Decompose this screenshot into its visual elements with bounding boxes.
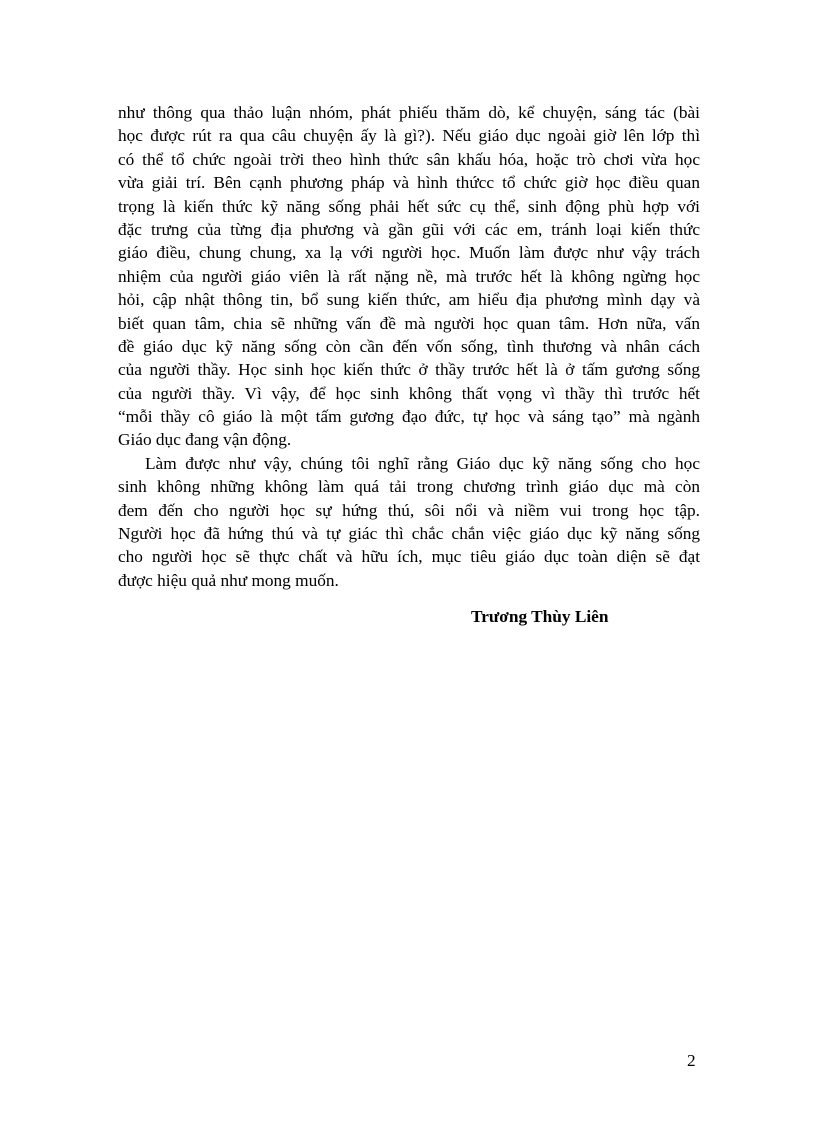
body-text [118, 101, 700, 592]
text-line: của người thầy. Vì vậy, để học sinh không thất vọng vì thầy thì trước hết [118, 383, 700, 403]
text-line: có thể tổ chức ngoài trời theo hình thức sân khấu hóa, hoặc trò chơi vừa học [118, 149, 700, 169]
paragraph [118, 452, 700, 592]
text-line: Làm được như vậy, chúng tôi nghĩ rằng Giáo dục kỹ năng sống cho học [145, 453, 700, 473]
text-line: nhiệm của người giáo viên là rất nặng nề, mà trước hết là không ngừng học [118, 266, 700, 286]
text-line: của người thầy. Học sinh học kiến thức ở thầy trước hết là ở tấm gương sống [118, 360, 700, 380]
text-line: vừa giải trí. Bên cạnh phương pháp và hình thứcc tổ chức giờ học điều quan [118, 173, 700, 193]
text-line: hỏi, cập nhật thông tin, bổ sung kiến thức, am hiểu địa phương mình dạy và [118, 290, 700, 310]
text-line: “mỗi thầy cô giáo là một tấm gương đạo đức, tự học và sáng tạo” mà ngành [118, 407, 700, 427]
paragraph [118, 101, 700, 452]
author-signature: Trương Thùy Liên [471, 607, 609, 626]
text-line: như thông qua thảo luận nhóm, phát phiếu thăm dò, kể chuyện, sáng tác (bài [118, 103, 700, 122]
text-line: đặc trưng của từng địa phương và gần gũi với các em, tránh loại kiến thức [118, 219, 700, 239]
text-line: Giáo dục đang vận động. [118, 430, 292, 450]
text-line: giáo điều, chung chung, xa lạ với người học. Muốn làm được như vậy trách [118, 243, 700, 263]
text-line: trọng là kiến thức kỹ năng sống phải hết sức cụ thể, sinh động phù hợp với [118, 196, 700, 216]
text-line: đem đến cho người học sự hứng thú, sôi nổi và niềm vui trong học tập. [118, 500, 700, 520]
page-number: 2 [687, 1051, 696, 1070]
text-line: biết quan tâm, chia sẽ những vấn đề mà người học quan tâm. Hơn nữa, vấn [118, 313, 700, 333]
text-line: cho người học sẽ thực chất và hữu ích, mục tiêu giáo dục toàn diện sẽ đạt [118, 547, 700, 567]
text-line: học được rút ra qua câu chuyện ấy là gì?). Nếu giáo dục ngoài giờ lên lớp thì [118, 126, 700, 146]
text-line: Người học đã hứng thú và tự giác thì chắc chắn việc giáo dục kỹ năng sống [118, 524, 700, 544]
text-line: sinh không những không làm quá tải trong chương trình giáo dục mà còn [118, 477, 700, 497]
text-line: được hiệu quả như mong muốn. [118, 570, 339, 590]
text-line: đề giáo dục kỹ năng sống còn cần đến vốn sống, tình thương và nhân cách [118, 336, 700, 356]
